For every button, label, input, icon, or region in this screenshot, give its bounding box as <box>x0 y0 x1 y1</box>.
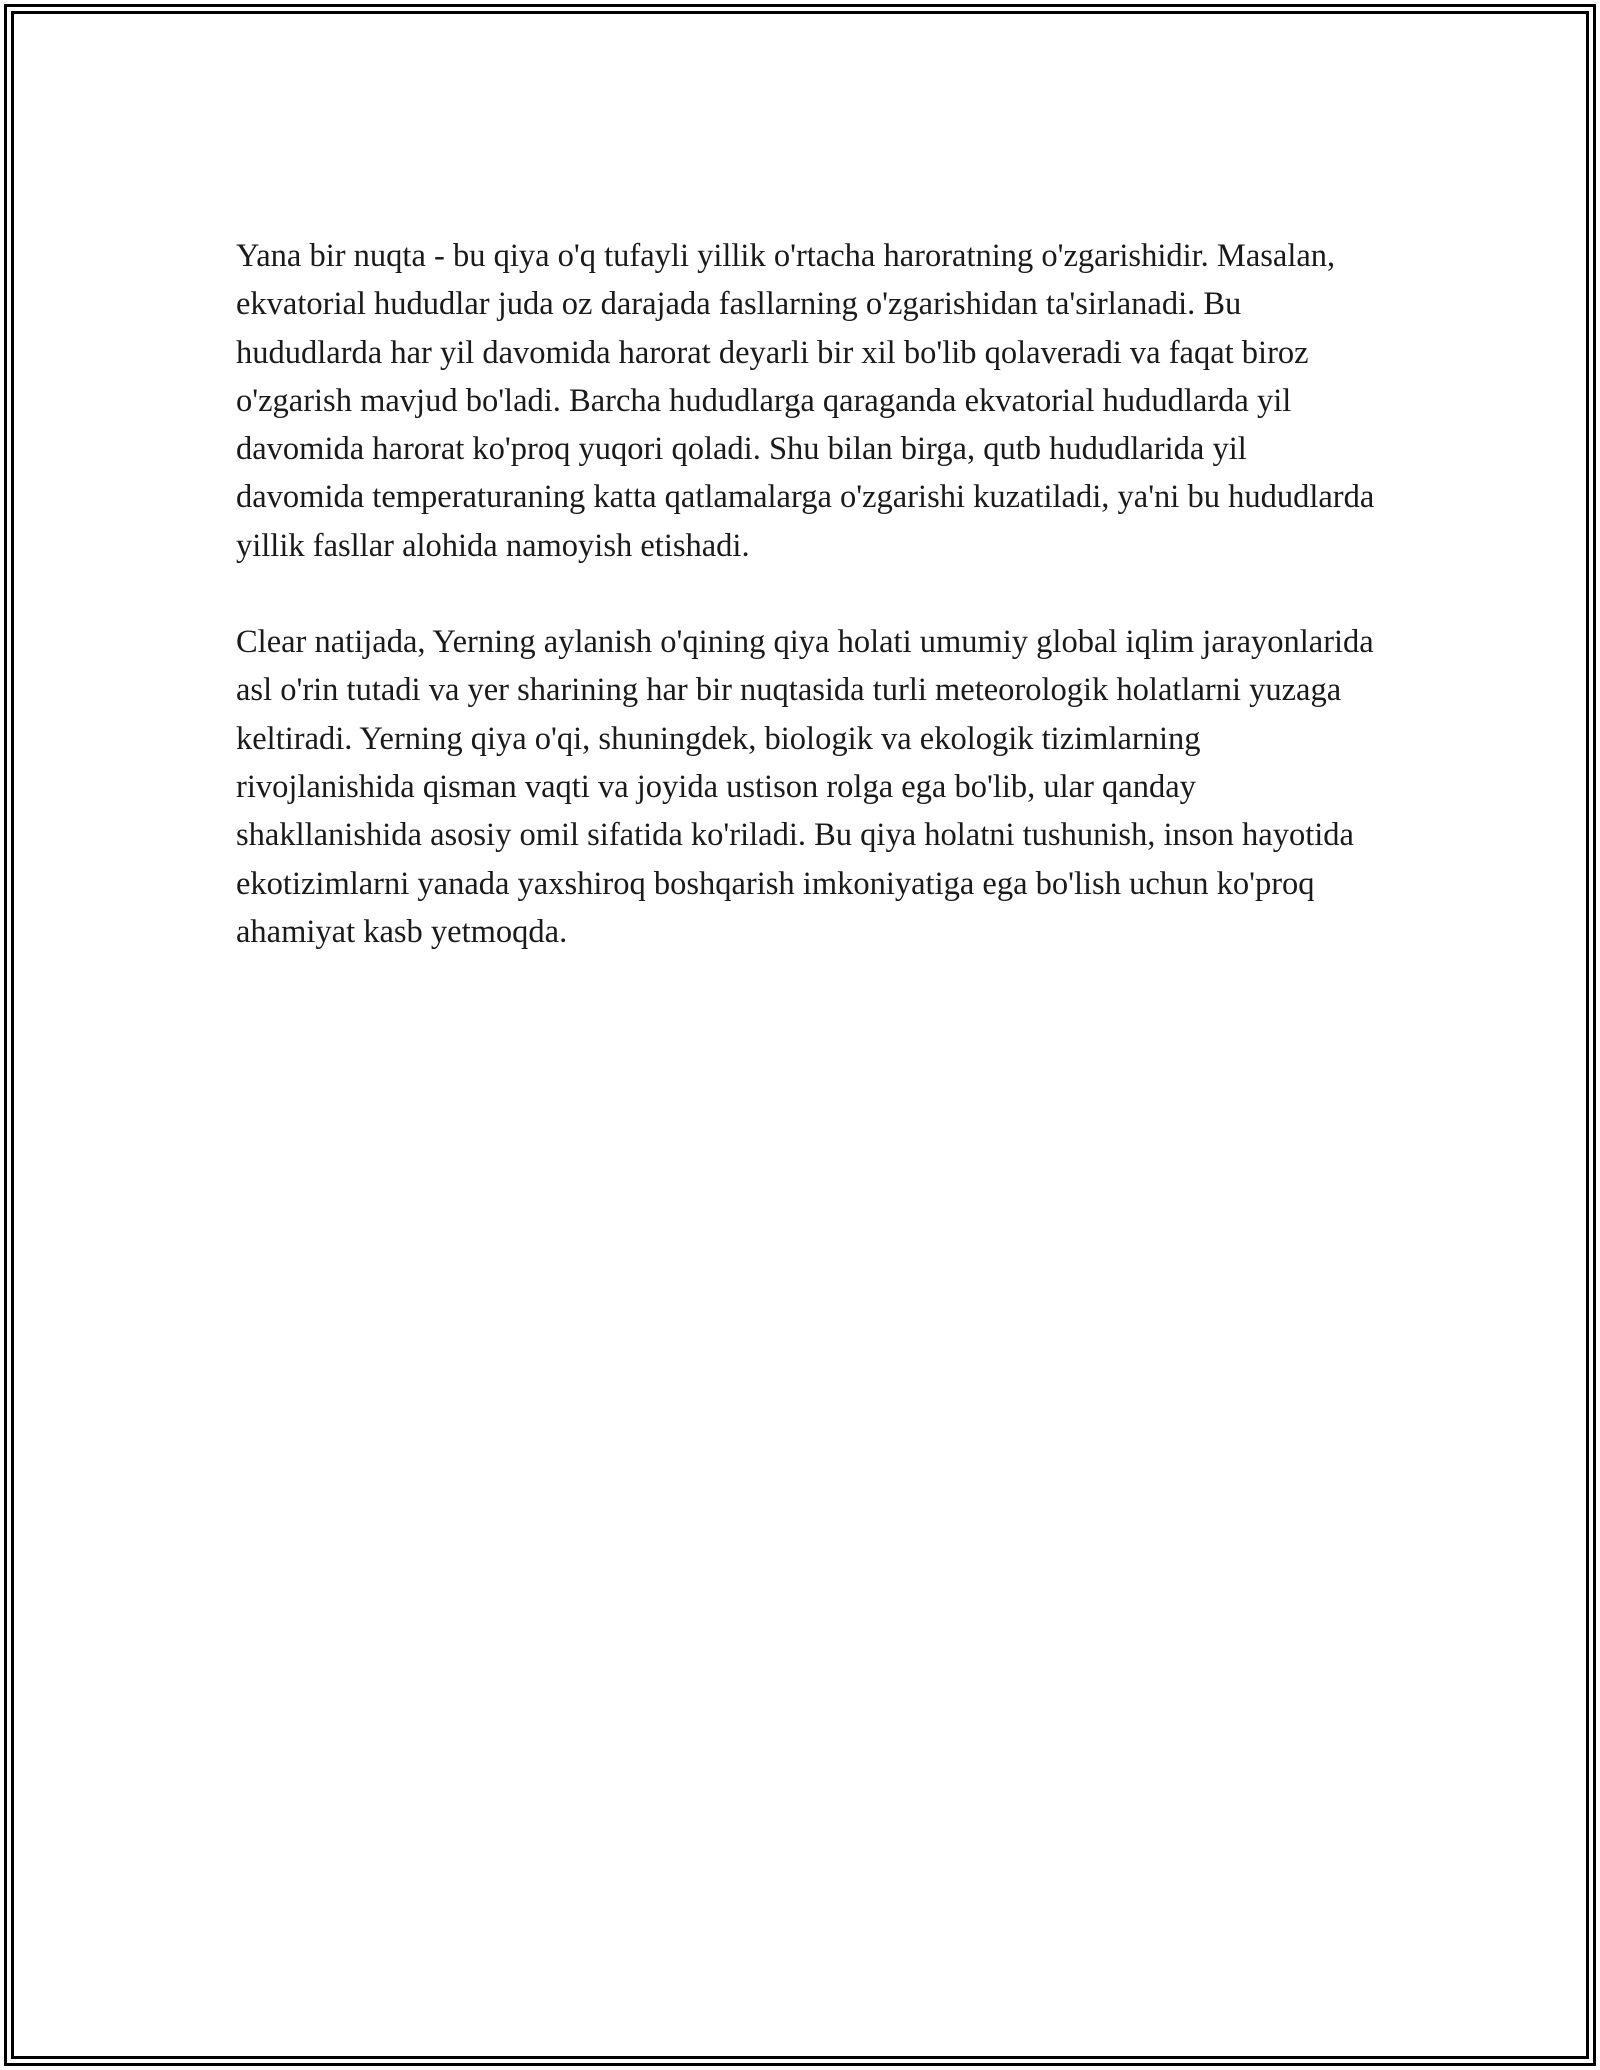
document-body <box>236 232 1376 1004</box>
paragraph-1: Yana bir nuqta - bu qiya o'q tufayli yillik o'rtacha haroratning o'zgarishidir. Masalan, ekvatorial hududlar juda oz darajada fasllarning o'zgarishidan ta'sirlanadi. Bu hududlarda har yil davomida harorat deyarli bir xil bo'lib qolaveradi va faqat biroz o'zgarish mavjud bo'ladi. Barcha hududlarga qaraganda ekvatorial hududlarda yil davomida harorat ko'proq yuqori qoladi. Shu bilan birga, qutb hududlarida yil davomida temperaturaning katta qatlamalarga o'zgarishi kuzatiladi, ya'ni bu hududlarda yillik fasllar alohida namoyish etishadi. <box>236 238 1375 564</box>
paragraph-2: Clear natijada, Yerning aylanish o'qining qiya holati umumiy global iqlim jarayonlarida asl o'rin tutadi va yer sharining har bir nuqtasida turli meteorologik holatlarni yuzaga keltiradi. Yerning qiya o'qi, shuningdek, biologik va ekologik tizimlarning rivojlanishida qisman vaqti va joyida ustison rolga ega bo'lib, ular qanday shakllanishida asosiy omil sifatida ko'riladi. Bu qiya holatni tushunish, inson hayotida ekotizimlarni yanada yaxshiroq boshqarish imkoniyatiga ega bo'lish uchun ko'proq ahamiyat kasb yetmoqda. <box>236 624 1374 950</box>
